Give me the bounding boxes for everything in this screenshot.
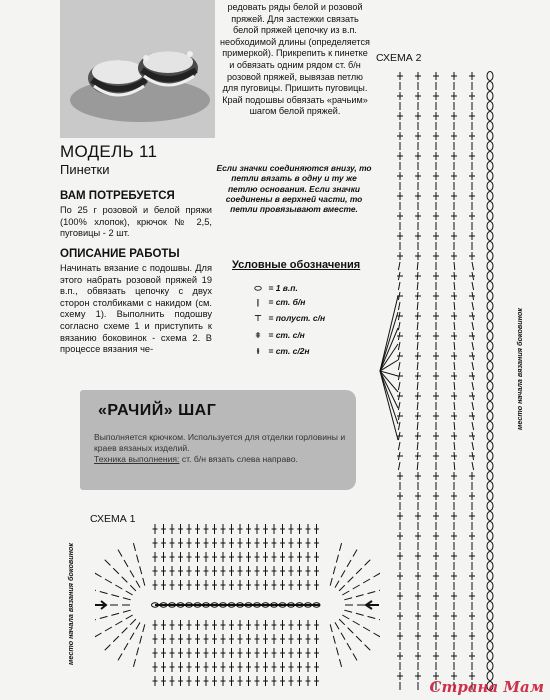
stitch-mark	[124, 643, 128, 650]
stitch-mark	[356, 595, 364, 597]
chain-mark	[487, 512, 493, 521]
chain-mark	[487, 122, 493, 131]
stitch-mark	[454, 362, 455, 370]
stitch-mark	[365, 560, 371, 566]
stitch-mark	[330, 624, 332, 632]
chain-mark	[487, 322, 493, 331]
stitch-mark	[472, 322, 474, 330]
stitch-mark	[344, 598, 352, 600]
stitch-mark	[417, 262, 418, 270]
chain-mark	[487, 532, 493, 541]
chain-mark	[487, 302, 493, 311]
scheme1-side-label: место начала вязания боковинок	[66, 543, 75, 665]
stitch-mark	[417, 282, 418, 290]
chain-mark	[487, 92, 493, 101]
chain-mark	[487, 502, 493, 511]
stitch-mark	[133, 659, 135, 667]
stitch-mark	[341, 570, 345, 577]
chain-mark	[487, 332, 493, 341]
stitch-mark	[353, 653, 357, 660]
stitch-mark	[398, 362, 400, 370]
stitch-mark	[130, 633, 134, 640]
stitch-mark	[342, 591, 349, 595]
chain-mark	[487, 522, 493, 531]
stitch-mark	[454, 302, 455, 310]
legend-item-tr	[250, 346, 310, 356]
stitch-mark	[417, 442, 418, 450]
stitch-mark	[353, 585, 360, 589]
stitch-mark	[398, 462, 400, 470]
stitch-mark	[398, 342, 400, 350]
stitch-mark	[136, 581, 140, 588]
scheme1-label: СХЕМА 1	[90, 513, 136, 525]
chain-mark	[487, 652, 493, 661]
chain-mark	[487, 82, 493, 91]
chain-mark	[487, 612, 493, 621]
stitch-mark	[356, 636, 362, 642]
stitch-mark	[336, 648, 338, 656]
stitch-mark	[373, 573, 380, 577]
stitch-mark	[363, 579, 370, 583]
legend-item-chain	[250, 283, 298, 294]
stitch-mark	[124, 560, 128, 567]
stitch-mark	[417, 342, 418, 350]
chain-mark	[487, 182, 493, 191]
chain-mark	[487, 132, 493, 141]
stitch-mark	[339, 543, 341, 551]
materials-heading: ВАМ ПОТРЕБУЕТСЯ	[60, 190, 175, 202]
stitch-mark	[122, 577, 128, 583]
stitch-mark	[105, 645, 111, 651]
stitch-mark	[126, 591, 133, 595]
chain-mark	[487, 172, 493, 181]
stitch-mark	[335, 581, 339, 588]
stitch-mark	[136, 622, 140, 629]
stitch-mark	[111, 613, 119, 615]
stitch-mark	[454, 342, 455, 350]
chain-mark	[487, 262, 493, 271]
stitch-mark	[472, 462, 474, 470]
chain-mark	[487, 442, 493, 451]
stitch-mark	[398, 282, 400, 290]
chain-mark	[487, 542, 493, 551]
legend-label: = ст. с/2н	[268, 346, 310, 356]
stitch-mark	[113, 636, 119, 642]
stitch-mark	[398, 382, 400, 390]
chain-mark	[487, 452, 493, 461]
stitch-mark	[137, 648, 139, 656]
crab-stitch-description: Выполняется крючком. Используется для отделки горловины и краев вязаных изделий.	[94, 432, 346, 454]
chain-mark	[487, 402, 493, 411]
start-arrow-left	[95, 601, 106, 609]
chain-mark	[487, 462, 493, 471]
chain-mark	[487, 422, 493, 431]
stitch-mark	[417, 462, 418, 470]
scheme2-label: СХЕМА 2	[376, 52, 422, 64]
legend-label: = ст. с/н	[268, 330, 305, 340]
stitch-mark	[353, 621, 360, 625]
stitch-mark	[398, 262, 400, 270]
stitch-mark	[339, 619, 345, 625]
stitch-mark	[95, 588, 96, 590]
chain-mark	[487, 362, 493, 371]
stitch-mark	[126, 615, 133, 619]
stitch-mark	[333, 636, 335, 644]
legend-label: = 1 в.п.	[268, 283, 298, 293]
chain-mark	[487, 312, 493, 321]
chain-mark	[487, 662, 493, 671]
legend-label: = ст. б/н	[268, 297, 306, 307]
stitch-mark	[353, 550, 357, 557]
stitch-mark	[330, 578, 332, 586]
stitch-mark	[472, 382, 474, 390]
chain-mark	[487, 382, 493, 391]
stitch-mark	[472, 282, 474, 290]
stitch-mark	[417, 402, 418, 410]
stitch-mark	[339, 659, 341, 667]
materials-text: По 25 г розовой и белой пряжи (100% хлопок), крючок № 2,5, пуговицы - 2 шт.	[60, 205, 212, 239]
stitch-mark	[95, 573, 102, 577]
booties-photo	[60, 0, 215, 138]
fan-ray	[380, 371, 398, 424]
technique-text: ст. б/н вязать слева направо.	[181, 454, 298, 465]
stitch-mark	[115, 621, 122, 625]
technique-label: Техника выполнения:	[94, 454, 180, 465]
stitch-mark	[398, 442, 400, 450]
chain-mark	[487, 412, 493, 421]
chain-mark	[487, 592, 493, 601]
stitch-mark	[472, 262, 474, 270]
stitch-mark	[348, 628, 354, 634]
stitch-mark	[130, 585, 136, 591]
chain-mark	[487, 342, 493, 351]
chain-mark	[487, 202, 493, 211]
stitch-mark	[454, 262, 455, 270]
half-double-crochet-icon: ⊤	[254, 313, 262, 323]
stitch-mark	[140, 636, 142, 644]
stitch-mark	[373, 633, 380, 637]
model-title: МОДЕЛЬ 11	[60, 142, 158, 161]
stitch-mark	[472, 422, 474, 430]
model-subtitle: Пинетки	[60, 162, 110, 177]
chain-mark	[487, 142, 493, 151]
legend-item-sc	[250, 297, 305, 307]
stitch-mark	[379, 619, 380, 621]
scheme2-side-label: место начала вязания боковинок	[515, 308, 524, 430]
chain-mark	[487, 102, 493, 111]
treble-crochet-icon: ⱡ	[256, 346, 260, 356]
chain-mark	[487, 572, 493, 581]
stitch-mark	[356, 613, 364, 615]
stitch-mark	[368, 616, 376, 618]
stitch-mark	[336, 555, 338, 563]
fan-ray	[380, 344, 398, 371]
stitch-mark	[363, 627, 370, 631]
scheme2-diagram	[378, 66, 503, 696]
stitch-mark	[339, 585, 345, 591]
stitch-mark	[100, 616, 108, 618]
stitch-mark	[454, 462, 455, 470]
chain-mark	[487, 292, 493, 301]
chain-mark	[487, 282, 493, 291]
stitch-mark	[472, 442, 474, 450]
stitch-mark	[118, 653, 122, 660]
chain-mark	[487, 482, 493, 491]
chain-mark	[487, 602, 493, 611]
stitch-mark	[454, 402, 455, 410]
stitch-mark	[118, 550, 122, 557]
chain-mark	[487, 582, 493, 591]
chain-mark	[487, 632, 493, 641]
stitch-note: Если значки соединяются внизу, то петли вязать в одну и ту же петлю основания. Если значки соединены в верхней части, то петли провязывают вместе.	[216, 163, 372, 215]
chain-mark	[487, 242, 493, 251]
stitch-mark	[137, 555, 139, 563]
stitch-mark	[398, 302, 400, 310]
start-arrow-right	[366, 601, 379, 609]
stitch-mark	[417, 422, 418, 430]
chain-mark	[487, 252, 493, 261]
stitch-mark	[472, 362, 474, 370]
stitch-mark	[472, 342, 474, 350]
stitch-mark	[454, 442, 455, 450]
continuation-text: редовать ряды белой и розовой пряжей. Для застежки связать белой пряжей цепочку из в.п. необходимой длины (определяется примеркой). Прикрепить к пинетке и обвязать одним рядом ст. б/н розовой пряжей, вывязав петлю для пуговицы. Пришить пуговицы. Край подошвы обвязать «рачьим» шагом белой пряжей.	[220, 2, 370, 117]
stitch-mark	[417, 322, 418, 330]
stitch-mark	[454, 422, 455, 430]
chain-mark	[487, 112, 493, 121]
stitch-mark	[472, 302, 474, 310]
crab-stitch-title: «РАЧИЙ» ШАГ	[98, 402, 217, 419]
chain-mark	[487, 162, 493, 171]
description-text: Начинать вязание с подошвы. Для этого набрать розовой пряжей 19 в.п., обвязать цепочку с двух сторон столбиками с накидом (см. схему 1). Выполнить подошву согласно схеме 1 и приступить к вязанию боковинок - схема 2. В процессе вязания че-	[60, 263, 212, 355]
chain-mark	[487, 192, 493, 201]
chain-mark	[487, 432, 493, 441]
chain-mark	[487, 392, 493, 401]
stitch-mark	[342, 615, 349, 619]
stitch-mark	[113, 568, 119, 574]
chain-mark	[487, 372, 493, 381]
stitch-mark	[417, 302, 418, 310]
stitch-mark	[95, 633, 102, 637]
chain-mark	[487, 492, 493, 501]
chain-mark	[487, 272, 493, 281]
watermark-logo: Страна Мам	[429, 678, 544, 696]
stitch-mark	[398, 422, 400, 430]
chain-mark	[487, 562, 493, 571]
stitch-mark	[398, 402, 400, 410]
stitch-mark	[356, 568, 362, 574]
chain-mark	[487, 642, 493, 651]
stitch-mark	[472, 402, 474, 410]
stitch-mark	[122, 628, 128, 634]
booties-image	[60, 0, 215, 138]
double-crochet-icon: ǂ	[255, 330, 261, 340]
chain-mark	[487, 552, 493, 561]
stitch-mark	[344, 610, 352, 612]
stitch-mark	[123, 598, 131, 600]
chain-mark	[487, 212, 493, 221]
chain-mark	[487, 472, 493, 481]
stitch-mark	[454, 382, 455, 390]
legend-item-hdc	[250, 313, 325, 324]
stitch-mark	[417, 362, 418, 370]
stitch-mark	[105, 627, 112, 631]
description-heading: ОПИСАНИЕ РАБОТЫ	[60, 248, 180, 260]
stitch-mark	[379, 588, 380, 590]
stitch-mark	[347, 560, 351, 567]
stitch-mark	[111, 595, 119, 597]
stitch-mark	[347, 643, 351, 650]
stitch-mark	[341, 633, 345, 640]
stitch-mark	[143, 624, 145, 632]
chain-stitch-icon: ⬭	[254, 283, 262, 293]
crab-stitch-text	[94, 432, 350, 466]
stitch-mark	[335, 622, 339, 629]
legend-item-dc	[250, 330, 305, 340]
stitch-mark	[398, 322, 400, 330]
stitch-mark	[417, 382, 418, 390]
chain-mark	[487, 232, 493, 241]
legend-label: = полуст. с/н	[268, 313, 326, 323]
stitch-mark	[115, 585, 122, 589]
stitch-mark	[133, 543, 135, 551]
stitch-mark	[454, 322, 455, 330]
chain-mark	[487, 352, 493, 361]
materials-section	[60, 190, 212, 240]
legend-title: Условные обозначения	[232, 259, 361, 271]
stitch-mark	[454, 282, 455, 290]
description-section	[60, 248, 212, 356]
stitch-mark	[333, 566, 335, 574]
stitch-mark	[123, 610, 131, 612]
stitch-mark	[130, 619, 136, 625]
chain-mark	[487, 152, 493, 161]
chain-mark	[487, 622, 493, 631]
scheme1-diagram	[95, 520, 380, 700]
stitch-mark	[105, 579, 112, 583]
stitch-mark	[130, 570, 134, 577]
chain-mark	[487, 72, 493, 81]
stitch-mark	[348, 577, 354, 583]
stitch-mark	[143, 578, 145, 586]
stitch-mark	[105, 560, 111, 566]
stitch-mark	[100, 592, 108, 594]
stitch-mark	[140, 566, 142, 574]
single-crochet-icon: |	[256, 297, 260, 307]
stitch-mark	[368, 592, 376, 594]
stitch-mark	[95, 619, 96, 621]
chain-mark	[487, 222, 493, 231]
stitch-mark	[365, 645, 371, 651]
